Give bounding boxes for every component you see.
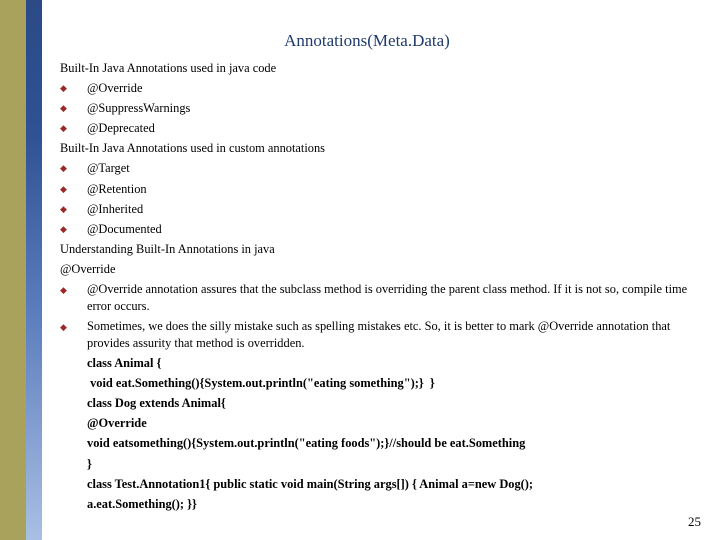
bullet-icon: ◆ [60, 223, 67, 234]
code-line: } [87, 456, 92, 471]
bullet-icon: ◆ [60, 103, 67, 114]
slide-title: Annotations(Meta.Data) [284, 31, 450, 50]
bullet-icon: ◆ [60, 203, 67, 214]
bullet-item: ◆ @Deprecated [60, 118, 700, 138]
bullet-paragraph: ◆ Sometimes, we does the silly mistake such as spelling mistakes etc. So, it is better to mark @Override annotation that provides assurity that method is overridden. [60, 318, 671, 350]
bullet-item: ◆ @Inherited [60, 199, 700, 219]
bullet-icon: ◆ [60, 83, 67, 94]
bullet-icon: ◆ [60, 285, 67, 296]
bullet-icon: ◆ [60, 183, 67, 194]
page-number: 25 [688, 514, 701, 529]
section-heading: Built-In Java Annotations used in java code [60, 61, 277, 75]
slide-content [60, 58, 700, 514]
code-line: void eatsomething(){System.out.println("eating foods");}//should be eat.Something [87, 436, 526, 451]
code-line: class Test.Annotation1{ public static void main(String args[]) { Animal a=new Dog(); [87, 476, 534, 491]
section-subheading: @Override [60, 261, 116, 276]
section-heading: Built-In Java Annotations used in custom annotations [60, 141, 325, 156]
code-line: class Animal { [87, 356, 162, 371]
bullet-item: ◆ @Retention [60, 179, 700, 199]
bullet-item: ◆ @Override [60, 78, 700, 98]
code-line: class Dog extends Animal{ [87, 396, 226, 411]
section-heading: Understanding Built-In Annotations in java [60, 241, 275, 256]
left-gradient-strip [26, 0, 42, 540]
code-line: a.eat.Something(); }} [87, 496, 197, 511]
bullet-item: ◆ @SuppressWarnings [60, 98, 700, 118]
left-decorative-bar [0, 0, 26, 540]
bullet-item: ◆ @Target [60, 158, 700, 178]
bullet-paragraph: ◆ @Override annotation assures that the subclass method is overriding the parent class method. If it is not so, compile time error occurs. [60, 281, 688, 313]
bullet-icon: ◆ [60, 322, 67, 333]
code-line: void eat.Something(){System.out.println("eating something");} } [87, 376, 435, 391]
bullet-item: ◆ @Documented [60, 219, 700, 239]
bullet-icon: ◆ [60, 123, 67, 134]
bullet-icon: ◆ [60, 163, 67, 174]
code-line: @Override [87, 416, 147, 431]
